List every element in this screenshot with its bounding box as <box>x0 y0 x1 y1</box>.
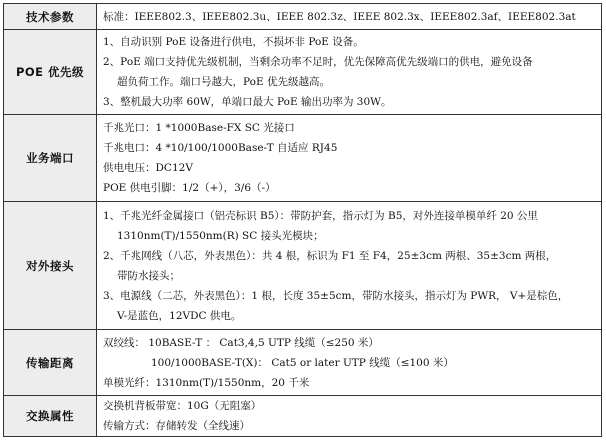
spec-table <box>3 3 602 437</box>
row-label-transmission-distance: 传输距离 <box>4 330 97 396</box>
row-label-service-ports: 业务端口 <box>4 115 97 202</box>
content-line: 1310nm(T)/1550nm(R) SC 接头光模块； <box>117 229 324 242</box>
row-content-transmission-distance <box>97 330 602 396</box>
row-content-service-ports <box>97 115 602 202</box>
table-row <box>4 30 602 115</box>
content-line: 供电电压：DC12V <box>103 162 193 174</box>
content-line: 标准：IEEE802.3、IEEE802.3u、IEEE 802.3z、IEEE 802.3x、IEEE802.3af、IEEE802.3at <box>103 10 576 23</box>
content-line: 带防水接头； <box>117 269 180 282</box>
content-line: POE 供电引脚：1/2（+），3/6（-） <box>103 182 276 194</box>
content-line: 3、整机最大功率 60W，单端口最大 PoE 输出功率为 30W。 <box>103 96 392 108</box>
content-line: 千兆电口：4 *10/100/1000Base-T 自适应 RJ45 <box>103 142 338 154</box>
table-row <box>4 396 602 437</box>
row-label-switching-attributes: 交换属性 <box>4 396 97 437</box>
content-line: 3、电源线（二芯，外表黑色）：1 根，长度 35±5cm，带防水接头，指示灯为 PWR， V+是棕色， <box>103 289 569 302</box>
content-line: 1、千兆光纤金属接口（铝壳标识 B5）：带防护套，指示灯为 B5，对外连接单模单纤 20 公里 <box>103 209 538 222</box>
table-row <box>4 4 602 30</box>
row-content-tech-params <box>97 4 602 30</box>
row-content-switching-attributes <box>97 396 602 437</box>
content-line: 100/1000BASE-T(X)： Cat5 or later UTP 线缆（≤100 米） <box>151 356 454 369</box>
row-label-tech-params: 技术参数 <box>4 4 97 30</box>
row-label-external-connectors: 对外接头 <box>4 202 97 330</box>
content-line: 2、千兆网线（八芯，外表黑色）：共 4 根，标识为 F1 至 F4，25±3cm 两根、35±3cm 两根， <box>103 249 557 262</box>
content-line: 双绞线： 10BASE-T ： Cat3,4,5 UTP 线缆（≤250 米） <box>103 336 379 349</box>
content-line: 1、自动识别 PoE 设备进行供电，不损坏非 PoE 设备。 <box>103 36 364 48</box>
content-line: 超负荷工作。端口号越大，PoE 优先级越高。 <box>117 76 330 88</box>
content-line: V-是蓝色，12VDC 供电。 <box>117 309 242 322</box>
table-row <box>4 330 602 396</box>
row-content-poe-priority <box>97 30 602 115</box>
content-line: 2、PoE 端口支持优先级机制，当剩余功率不足时，优先保障高优先级端口的供电，避免设备 <box>103 56 533 68</box>
row-label-poe-priority: POE 优先级 <box>4 30 97 115</box>
content-line: 传输方式：存储转发（全线速） <box>103 420 250 432</box>
row-content-external-connectors <box>97 202 602 330</box>
table-row <box>4 202 602 330</box>
content-line: 千兆光口：1 *1000Base-FX SC 光接口 <box>103 122 295 134</box>
table-row <box>4 115 602 202</box>
content-line: 交换机背板带宽：10G（无阻塞） <box>103 400 262 412</box>
content-line: 单模光纤：1310nm(T)/1550nm，20 千米 <box>103 376 310 389</box>
